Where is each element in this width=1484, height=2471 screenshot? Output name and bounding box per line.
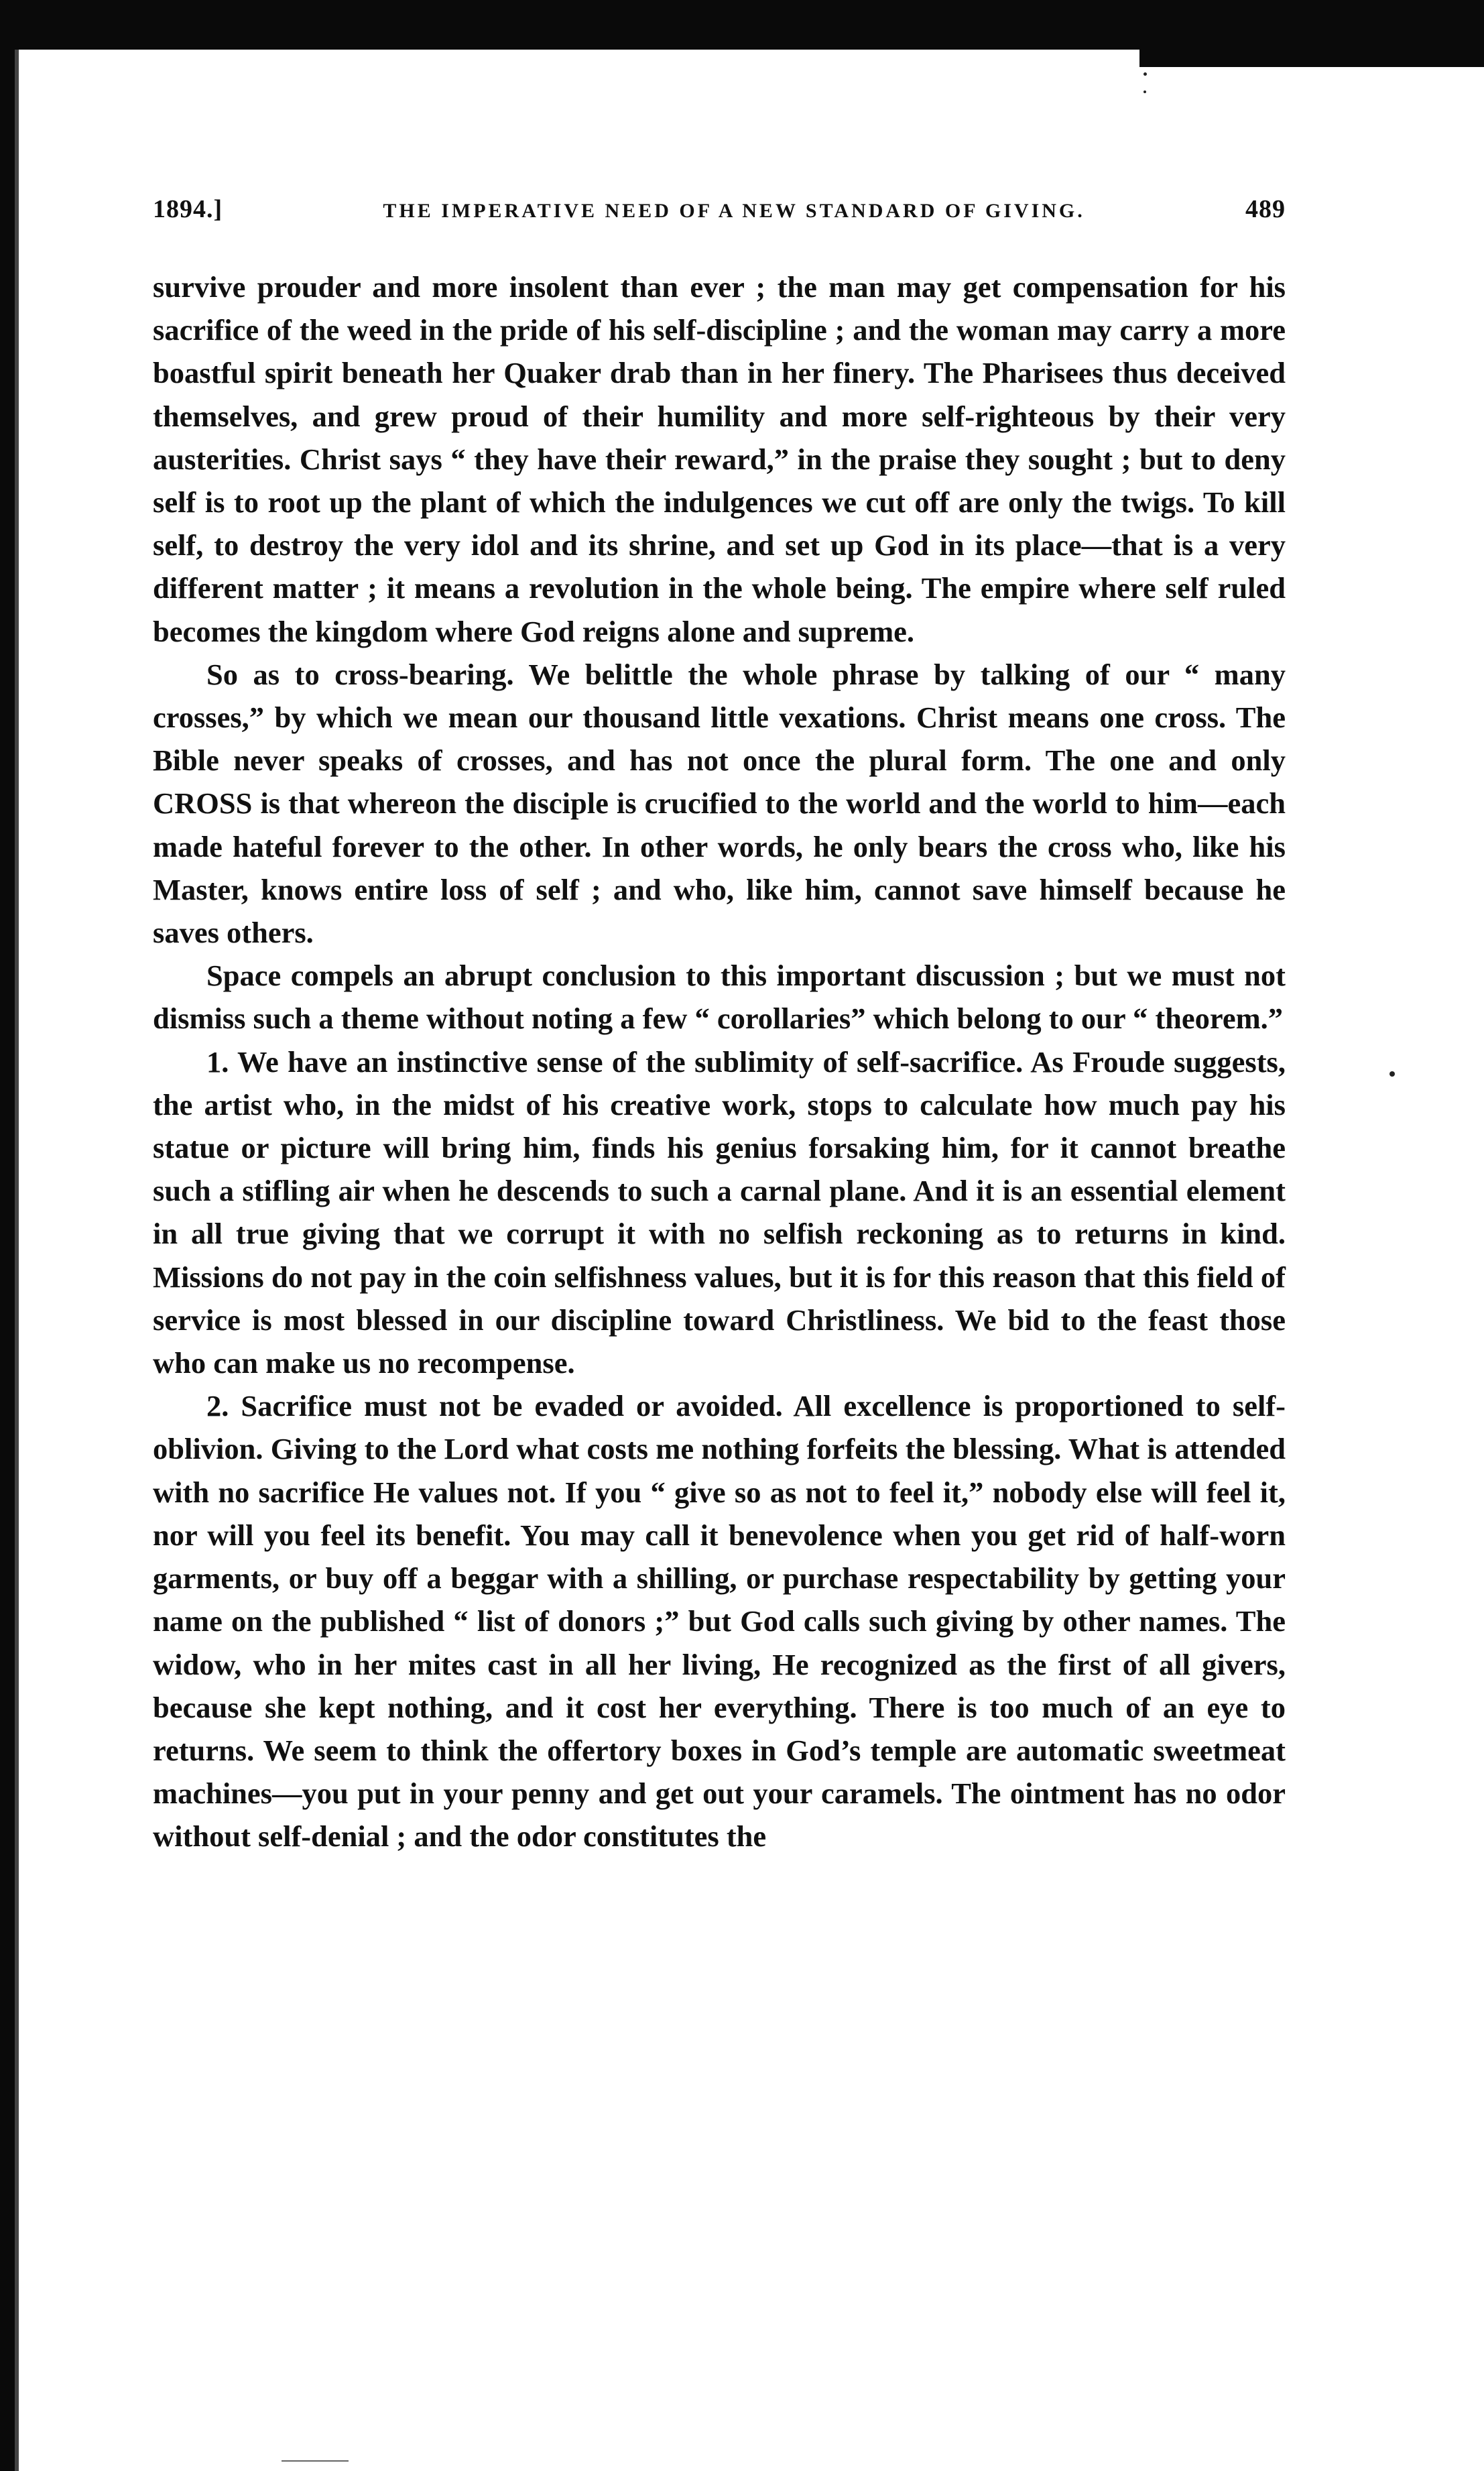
- header-title: THE IMPERATIVE NEED OF A NEW STANDARD OF GIVING.: [383, 200, 1085, 222]
- running-header: [153, 194, 1286, 224]
- scan-speck: [1143, 72, 1147, 76]
- scan-speck: [1143, 91, 1146, 93]
- paragraph: survive prouder and more insolent than ever ; the man may get compensation for his sacrifice of the weed in the pride of his self-discipline ; and the woman may carry a more boastful spirit beneath her Quaker drab than in her finery. The Pharisees thus deceived themselves, and grew proud of their humility and more self-righteous by their very austerities. Christ says “ they have their reward,” in the praise they sought ; but to deny self is to root up the plant of which the indulgences we cut off are only the twigs. To kill self, to destroy the very idol and its shrine, and set up God in its place—that is a very different matter ; it means a revolution in the whole being. The empire where self ruled becomes the kingdom where God reigns alone and supreme.: [153, 270, 1286, 648]
- scan-border-left-shadow: [15, 50, 19, 2471]
- scan-border-left: [0, 0, 15, 2471]
- header-year: 1894.]: [153, 195, 223, 223]
- scan-bottom-mark: [282, 2460, 349, 2462]
- body-text: [153, 265, 1286, 1858]
- document-page: [153, 194, 1286, 1858]
- paragraph: Space compels an abrupt conclusion to this important discussion ; but we must not dismiss such a theme without noting a few “ corollaries” which belong to our “ theorem.”: [153, 959, 1286, 1036]
- paragraph: 1. We have an instinctive sense of the sublimity of self-sacrifice. As Froude suggests, the artist who, in the midst of his creative work, stops to calculate how much pay his statue or picture will bring him, finds his genius forsaking him, for it cannot breathe such a stifling air when he descends to such a carnal plane. And it is an essential element in all true giving that we corrupt it with no selfish reckoning as to returns in kind. Missions do not pay in the coin selfishness values, but it is for this reason that this field of service is most blessed in our discipline toward Christliness. We bid to the feast those who can make us no recompense.: [153, 1044, 1286, 1380]
- page-number: 489: [1245, 195, 1286, 223]
- paragraph: 2. Sacrifice must not be evaded or avoided. All excellence is proportioned to self-oblivion. Giving to the Lord what costs me nothing forfeits the blessing. What is attended with no sacrifice He values not. If you “ give so as not to feel it,” nobody else will feel it, nor will you feel its benefit. You may call it benevolence when you get rid of half-worn garments, or buy off a beggar with a shilling, or purchase respectability by getting your name on the published “ list of donors ;” but God calls such giving by other names. The widow, who in her mites cast in all her living, He recognized as the first of all givers, because she kept nothing, and it cost her everything. There is too much of an eye to returns. We seem to think the offertory boxes in God’s temple are automatic sweetmeat machines—you put in your penny and get out your caramels. The ointment has no odor without self-denial ; and the odor constitutes the: [153, 1389, 1286, 1854]
- scan-border-top-right: [1139, 40, 1484, 67]
- scan-speck: [1389, 1071, 1395, 1077]
- paragraph: So as to cross-bearing. We belittle the whole phrase by talking of our “ many crosses,” by which we mean our thousand little vexations. Christ means one cross. The Bible never speaks of crosses, and has not once the plural form. The one and only CROSS is that whereon the disciple is crucified to the world and the world to him—each made hateful forever to the other. In other words, he only bears the cross who, like his Master, knows entire loss of self ; and who, like him, cannot save himself because he saves others.: [153, 657, 1286, 950]
